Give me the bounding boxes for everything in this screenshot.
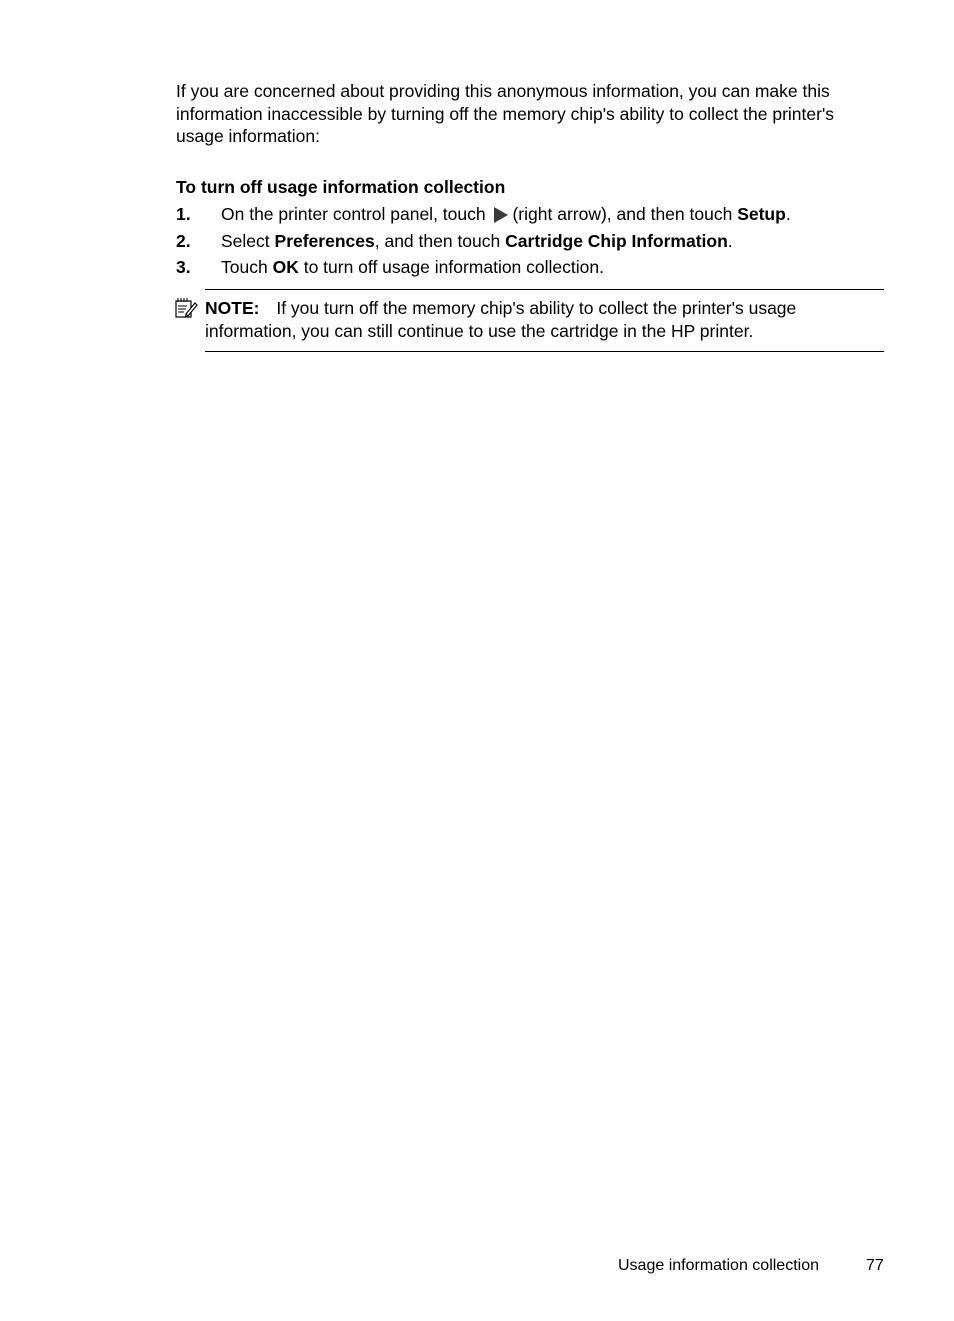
step-text-before: Touch: [221, 257, 268, 277]
step-text-middle: , and then touch: [374, 230, 501, 251]
page-number: 77: [866, 1257, 884, 1274]
footer-section-title: Usage information collection: [618, 1257, 819, 1274]
procedure-heading: To turn off usage information collection: [176, 177, 506, 197]
right-arrow-icon: [494, 207, 508, 223]
note-text: If you turn off the memory chip's ability to collect the printer's usage information, you can still continue to use the cartridge in the HP printer.: [205, 298, 797, 341]
step-text: [221, 256, 604, 278]
note-label: NOTE:: [205, 298, 260, 318]
step-number: 1.: [176, 204, 191, 224]
step-number: 2.: [176, 230, 191, 251]
step-text: [221, 203, 791, 225]
step-text-before: On the printer control panel, touch: [221, 204, 486, 224]
step-number: 3.: [176, 257, 191, 277]
step-text-before: Select: [221, 230, 270, 251]
preferences-label: Preferences: [274, 230, 375, 251]
steps-list: [176, 203, 886, 283]
step-1: [176, 203, 886, 230]
step-text-after: .: [785, 204, 791, 224]
ok-label: OK: [272, 257, 299, 277]
note-box: [205, 289, 884, 352]
note-icon: [174, 297, 198, 319]
step-text-after: .: [727, 230, 733, 251]
setup-label: Setup: [737, 204, 786, 224]
intro-paragraph: If you are concerned about providing this anonymous information, you can make this information inaccessible by turning off the memory chip's ability to collect the printer's usage information:: [176, 81, 835, 146]
cartridge-chip-information-label: Cartridge Chip Information: [505, 230, 728, 251]
step-2: [176, 230, 886, 257]
step-3: [176, 256, 886, 283]
step-text-after: to turn off usage information collection.: [303, 257, 604, 277]
step-text-middle: (right arrow), and then touch: [512, 204, 733, 224]
step-text: [221, 230, 733, 252]
